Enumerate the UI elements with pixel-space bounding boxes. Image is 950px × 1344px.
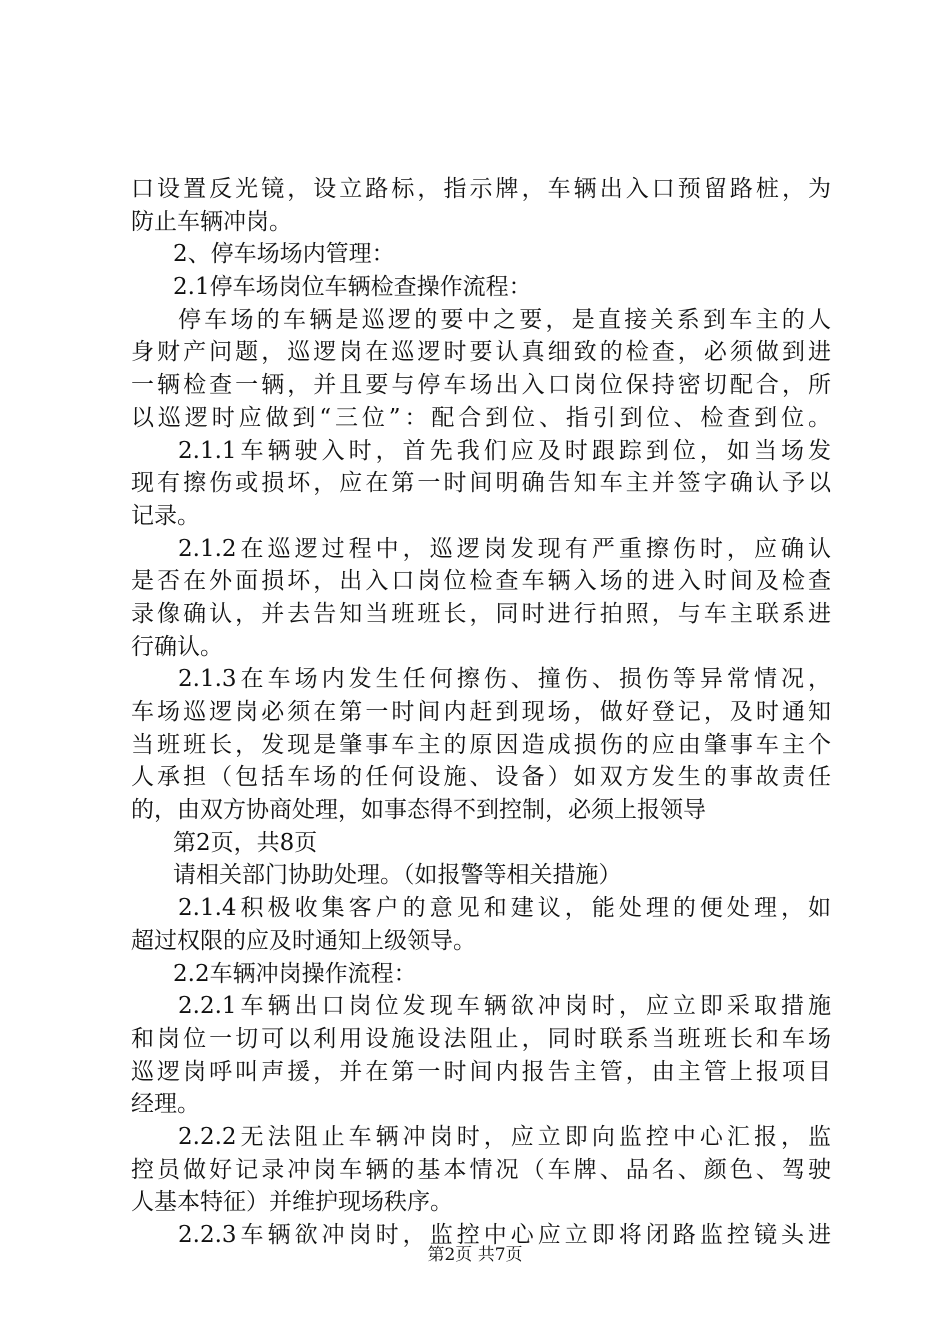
text-line: 身财产问题，巡逻岗在巡逻时要认真细致的检查，必须做到进 [131, 339, 831, 366]
text-line: 录像确认，并去告知当班班长，同时进行拍照，与车主联系进 [131, 600, 831, 627]
text-line: 2.2.3车辆欲冲岗时，监控中心应立即将闭路监控镜头进 [178, 1222, 831, 1248]
text-line: 人承担（包括车场的任何设施、设备）如双方发生的事故责任 [131, 764, 831, 791]
page-footer: 第2页 共7页 [427, 1245, 523, 1265]
text-line: 2.1停车场岗位车辆检查操作流程： [173, 274, 532, 301]
text-line: 2.2车辆冲岗操作流程： [173, 960, 417, 987]
text-line: 第2页，共8页 [173, 829, 318, 856]
text-line: 超过权限的应及时通知上级领导。 [131, 927, 476, 954]
text-line: 2.2.1车辆出口岗位发现车辆欲冲岗时，应立即采取措施 [178, 993, 831, 1020]
text-line: 车场巡逻岗必须在第一时间内赶到现场，做好登记，及时通知 [131, 699, 831, 725]
text-line: 口设置反光镜，设立路标，指示牌，车辆出入口预留路桩，为 [131, 176, 831, 202]
text-line: 的，由双方协商处理，如事态得不到控制，必须上报领导 [131, 797, 706, 824]
text-line: 和岗位一切可以利用设施设法阻止，同时联系当班班长和车场 [131, 1025, 831, 1052]
text-line: 控员做好记录冲岗车辆的基本情况（车牌、品名、颜色、驾驶 [131, 1156, 831, 1183]
text-line: 现有擦伤或损坏，应在第一时间明确告知车主并签字确认予以 [131, 470, 831, 497]
text-line: 是否在外面损坏，出入口岗位检查车辆入场的进入时间及检查 [131, 568, 831, 595]
document-body [131, 173, 831, 1252]
text-line: 当班班长，发现是肇事车主的原因造成损伤的应由肇事车主个 [131, 731, 831, 758]
text-line: 2.1.1车辆驶入时，首先我们应及时跟踪到位，如当场发 [178, 437, 831, 464]
text-line: 2.2.2无法阻止车辆冲岗时，应立即向监控中心汇报，监 [178, 1123, 831, 1150]
text-line: 巡逻岗呼叫声援，并在第一时间内报告主管，由主管上报项目 [131, 1058, 831, 1085]
text-line: 防止车辆冲岗。 [131, 208, 292, 235]
text-line: 以巡逻时应做到“三位”：配合到位、指引到位、检查到位。 [131, 404, 831, 431]
text-line: 2.1.3在车场内发生任何擦伤、撞伤、损伤等异常情况， [178, 666, 831, 693]
text-line: 行确认。 [131, 633, 223, 660]
text-line: 停车场的车辆是巡逻的要中之要，是直接关系到车主的人 [178, 306, 831, 333]
text-line: 2.1.2在巡逻过程中，巡逻岗发现有严重擦伤时，应确认 [178, 535, 831, 562]
text-line: 经理。 [131, 1091, 200, 1118]
text-line: 人基本特征）并维护现场秩序。 [131, 1189, 453, 1216]
text-line: 一辆检查一辆，并且要与停车场出入口岗位保持密切配合，所 [131, 372, 831, 399]
text-line: 2、停车场场内管理： [173, 241, 395, 268]
text-line: 请相关部门协助处理。（如报警等相关措施） [173, 862, 622, 889]
text-line: 记录。 [131, 502, 200, 529]
text-line: 2.1.4积极收集客户的意见和建议，能处理的便处理，如 [178, 895, 831, 922]
